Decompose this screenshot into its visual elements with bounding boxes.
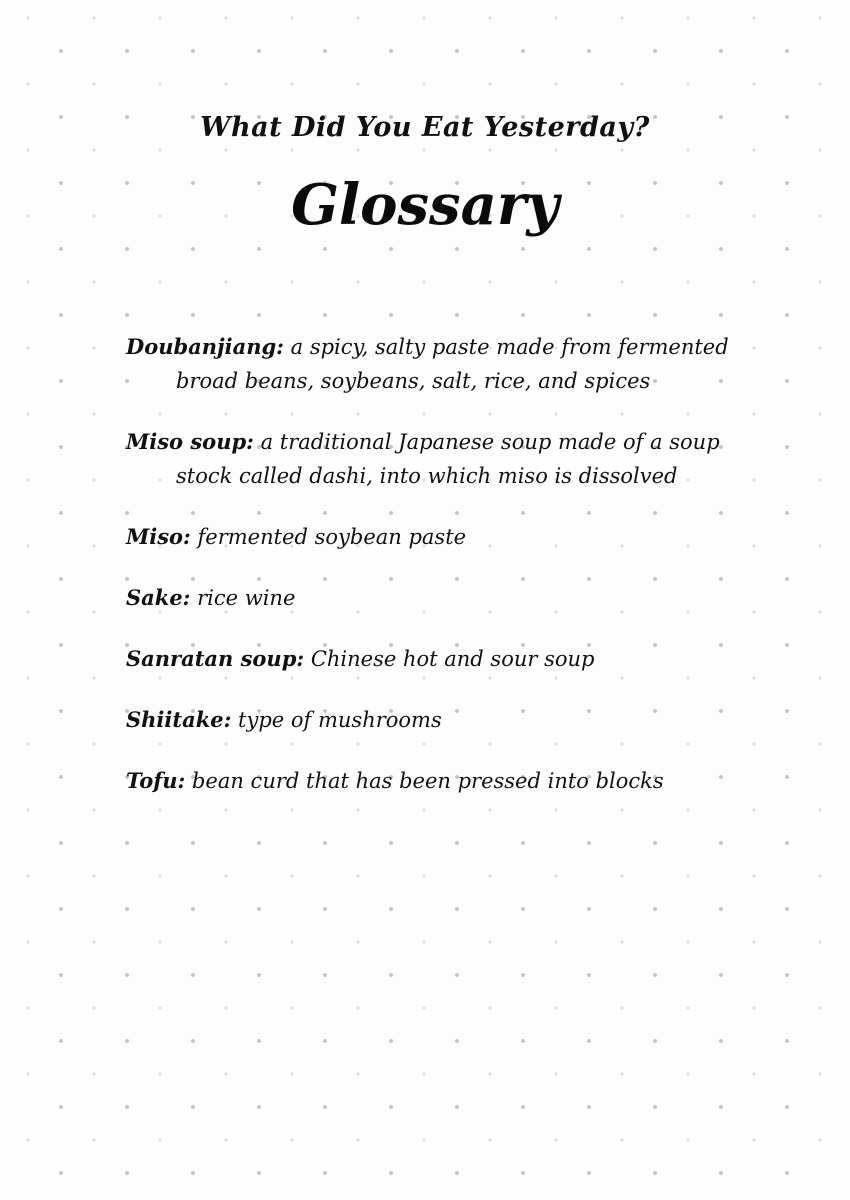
glossary-entry-doubanjiang (126, 330, 776, 398)
glossary-entry-tofu (126, 764, 776, 798)
glossary-term: Tofu: (126, 768, 186, 793)
glossary-term: Shiitake: (126, 707, 232, 732)
glossary-entry-miso-soup (126, 425, 776, 493)
glossary-definition: type of mushrooms (238, 708, 442, 732)
glossary-definition: a spicy, salty paste made from fermented broad beans, soybeans, salt, rice, and spices (176, 335, 729, 393)
glossary-entry-shiitake (126, 703, 776, 737)
glossary-definition: bean curd that has been pressed into blocks (191, 769, 664, 793)
glossary-term: Sake: (126, 585, 191, 610)
glossary-definition: Chinese hot and sour soup (310, 647, 595, 671)
glossary-term: Miso: (126, 524, 191, 549)
glossary-term: Miso soup: (126, 429, 254, 454)
glossary-definition: rice wine (197, 586, 296, 610)
glossary-entry-sanratan-soup (126, 642, 776, 676)
glossary-term: Doubanjiang: (126, 334, 284, 359)
page-title: Glossary (291, 172, 559, 238)
glossary-term: Sanratan soup: (126, 646, 305, 671)
glossary-entry-miso (126, 520, 776, 554)
glossary-entry-sake (126, 581, 776, 615)
glossary-definition: fermented soybean paste (197, 525, 467, 549)
page-header (0, 108, 850, 240)
glossary-definition: a traditional Japanese soup made of a soup stock called dashi, into which miso is dissolved (176, 430, 720, 488)
glossary-list (126, 330, 776, 825)
series-title: What Did You Eat Yesterday? (200, 112, 650, 143)
